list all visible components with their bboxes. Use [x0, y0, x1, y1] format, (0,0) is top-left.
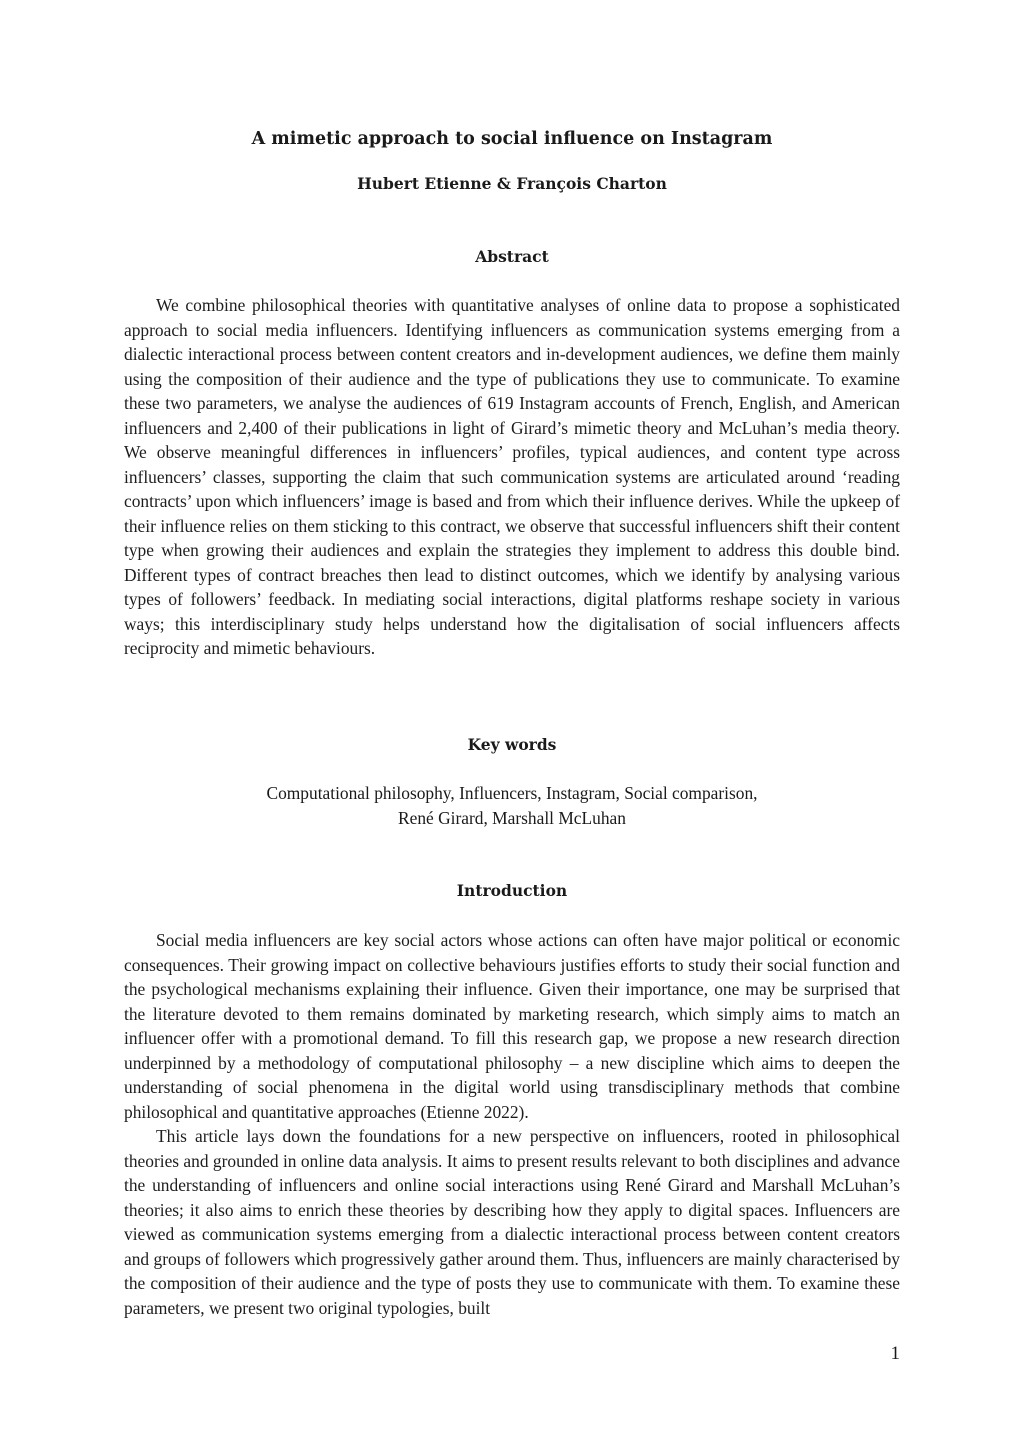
introduction-body	[124, 928, 900, 1320]
paper-title: A mimetic approach to social influence on Instagram	[251, 129, 773, 149]
paper-authors: Hubert Etienne & François Charton	[357, 174, 667, 193]
page-number: 1	[890, 1343, 900, 1364]
keywords-line-2: René Girard, Marshall McLuhan	[398, 807, 626, 828]
introduction-heading: Introduction	[456, 881, 568, 900]
keywords-heading: Key words	[467, 735, 557, 754]
keywords-list	[124, 781, 900, 830]
paper-page	[124, 0, 900, 1449]
introduction-paragraph-2: This article lays down the foundations for a new perspective on influencers, rooted in philosophical theories and grounded in online data analysis. It aims to present results relevant to both disciplines and advance the understanding of influencers and online social interactions using René Girard and Marshall McLuhan’s theories; it also aims to enrich these theories by describing how they apply to digital spaces. Influencers are viewed as communication systems emerging from a dialectic interactional process between content creators and groups of followers which progressively gather around them. Thus, influencers are mainly characterised by the composition of their audience and the type of posts they use to communicate with them. To examine these parameters, we present two original typologies, built	[124, 1126, 900, 1318]
abstract-text: We combine philosophical theories with quantitative analyses of online data to propose a sophisticated approach to social media influencers. Identifying influencers as communication systems emerging from a dialectic interactional process between content creators and in-development audiences, we define them mainly using the composition of their audience and the type of publications they use to communicate. To examine these two parameters, we analyse the audiences of 619 Instagram accounts of French, English, and American influencers and 2,400 of their publications in light of Girard’s mimetic theory and McLuhan’s media theory. We observe meaningful differences in influencers’ profiles, typical audiences, and content type across influencers’ classes, supporting the claim that such communication systems are articulated around ‘reading contracts’ upon which influencers’ image is based and from which their influence derives. While the upkeep of their influence relies on them sticking to this contract, we observe that successful influencers shift their content type when growing their audiences and explain the strategies they implement to address this double bind. Different types of contract breaches then lead to distinct outcomes, which we identify by analysing various types of followers’ feedback. In mediating social interactions, digital platforms reshape society in various ways; this interdisciplinary study helps understand how the digitalisation of social influencers affects reciprocity and mimetic behaviours.	[124, 295, 900, 658]
introduction-paragraph-1: Social media influencers are key social actors whose actions can often have major political or economic consequences. Their growing impact on collective behaviours justifies efforts to study their social function and the psychological mechanisms explaining their influence. Given their importance, one may be surprised that the literature devoted to them remains dominated by marketing research, which simply aims to match an influencer offer with a promotional demand. To fill this research gap, we propose a new research direction underpinned by a methodology of computational philosophy – a new discipline which aims to deepen the understanding of social phenomena in the digital world using transdisciplinary methods that combine philosophical and quantitative approaches (Etienne 2022).	[124, 930, 900, 1122]
keywords-line-1: Computational philosophy, Influencers, Instagram, Social comparison,	[266, 783, 758, 803]
abstract-heading: Abstract	[475, 247, 549, 266]
